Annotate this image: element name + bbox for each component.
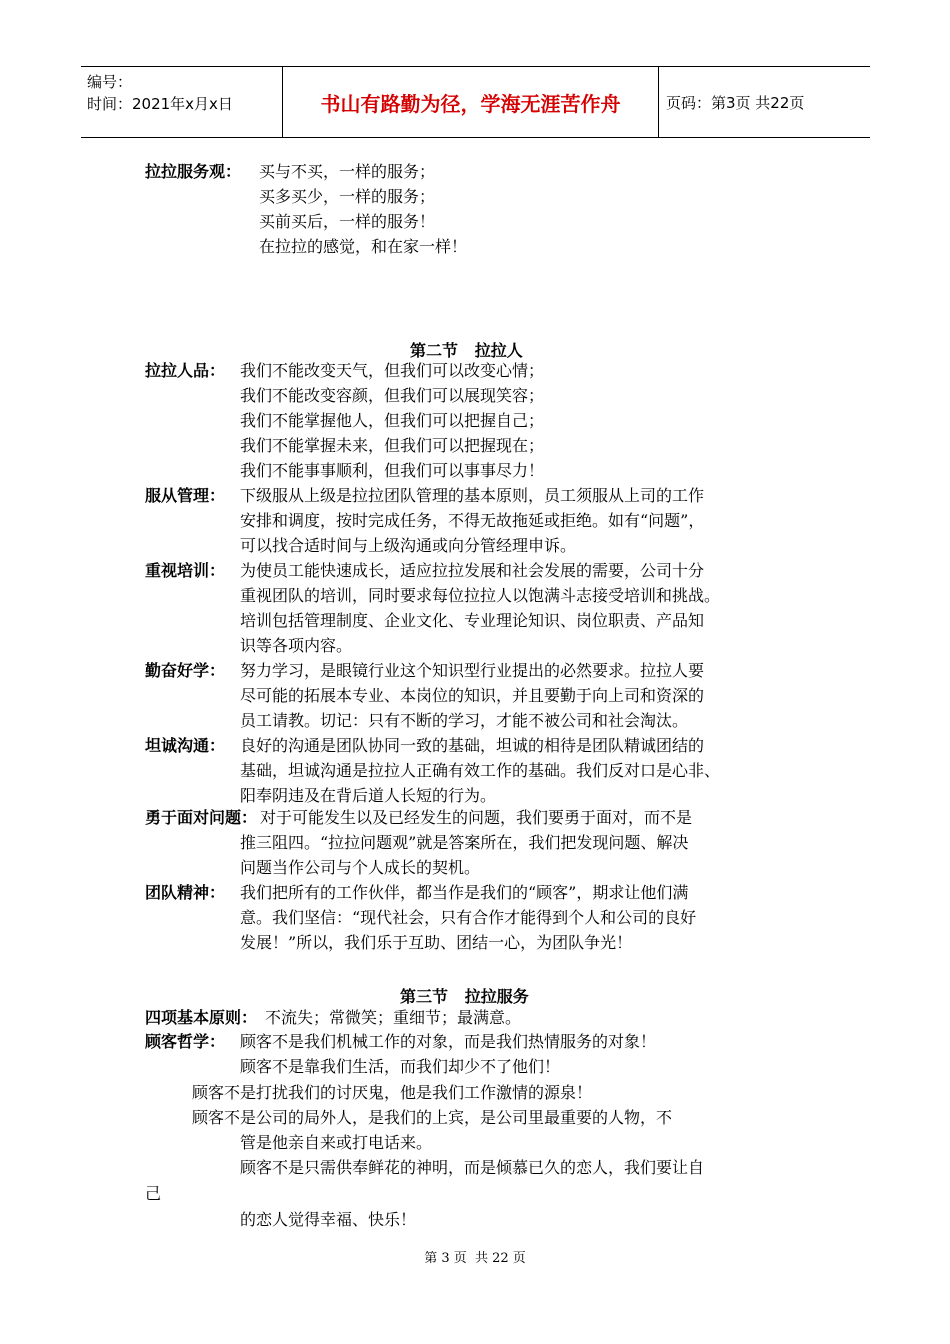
philosophy-line: 顾客不是我们机械工作的对象，而是我们热情服务的对象！	[240, 1032, 657, 1051]
problems-line: 推三阻四。“拉拉问题观”就是答案所在，我们把发现问题、解决	[240, 833, 689, 852]
training-line: 识等各项内容。	[240, 636, 353, 655]
training-line: 为使员工能快速成长，适应拉拉发展和社会发展的需要，公司十分	[240, 561, 705, 580]
obey-line: 安排和调度，按时完成任务，不得无故拖延或拒绝。如有“问题”，	[240, 511, 705, 530]
philosophy-label: 顾客哲学：	[145, 1032, 226, 1051]
principles-text: 不流失；常微笑；重细节；最满意。	[265, 1008, 522, 1027]
team-line: 我们把所有的工作伙伴，都当作是我们的“顾客”，期求让他们满	[240, 883, 689, 902]
character-line: 我们不能掌握未来，但我们可以把握现在；	[240, 436, 545, 455]
header-page-code: 页码：第3页 共22页	[666, 93, 805, 112]
communication-line: 基础，坦诚沟通是拉拉人正确有效工作的基础。我们反对口是心非、	[240, 761, 721, 780]
philosophy-line: 顾客不是公司的局外人，是我们的上宾，是公司里最重要的人物，不	[192, 1108, 673, 1127]
page-footer: 第 3 页 共 22 页	[424, 1251, 526, 1266]
section3-title: 第三节 拉拉服务	[400, 987, 529, 1006]
philosophy-line: 顾客不是靠我们生活，而我们却少不了他们！	[240, 1057, 561, 1076]
section2-title: 第二节 拉拉人	[410, 341, 523, 360]
principles-label: 四项基本原则：	[145, 1008, 258, 1027]
study-line: 员工请教。切记：只有不断的学习，才能不被公司和社会淘汰。	[240, 711, 689, 730]
problems-line: 问题当作公司与个人成长的契机。	[240, 858, 481, 877]
obey-line: 可以找合适时间与上级沟通或向分管经理申诉。	[240, 536, 577, 555]
training-label: 重视培训：	[145, 561, 226, 580]
communication-line: 良好的沟通是团队协同一致的基础，坦诚的相待是团队精诚团结的	[240, 736, 705, 755]
team-line: 意。我们坚信：“现代社会，只有合作才能得到个人和公司的良好	[240, 908, 697, 927]
philosophy-line: 己	[145, 1184, 162, 1203]
service-view-line: 买与不买，一样的服务；	[259, 162, 436, 181]
header-info-cell	[81, 67, 283, 137]
team-label: 团队精神：	[145, 883, 226, 902]
character-line: 我们不能改变天气，但我们可以改变心情；	[240, 361, 545, 380]
team-line: 发展！”所以，我们乐于互助、团结一心，为团队争光！	[240, 933, 633, 952]
service-view-line: 买多买少，一样的服务；	[259, 187, 436, 206]
page-header	[81, 66, 870, 138]
study-line: 努力学习，是眼镜行业这个知识型行业提出的必然要求。拉拉人要	[240, 661, 705, 680]
header-number: 编号：	[87, 73, 133, 91]
character-line: 我们不能掌握他人，但我们可以把握自己；	[240, 411, 545, 430]
obey-label: 服从管理：	[145, 486, 226, 505]
problems-line: 对于可能发生以及已经发生的问题，我们要勇于面对，而不是	[260, 808, 693, 827]
header-time: 时间：2021年x月x日	[87, 95, 233, 113]
philosophy-line: 顾客不是只需供奉鲜花的神明，而是倾慕已久的恋人，我们要让自	[240, 1158, 705, 1177]
training-line: 培训包括管理制度、企业文化、专业理论知识、岗位职责、产品知	[240, 611, 705, 630]
communication-line: 阳奉阴违及在背后道人长短的行为。	[240, 786, 497, 805]
training-line: 重视团队的培训，同时要求每位拉拉人以饱满斗志接受培训和挑战。	[240, 586, 721, 605]
character-line: 我们不能改变容颜，但我们可以展现笑容；	[240, 386, 545, 405]
problems-label: 勇于面对问题：	[145, 808, 258, 827]
philosophy-line: 的恋人觉得幸福、快乐！	[240, 1210, 417, 1229]
study-label: 勤奋好学：	[145, 661, 226, 680]
service-view-line: 买前买后，一样的服务！	[259, 212, 436, 231]
obey-line: 下级服从上级是拉拉团队管理的基本原则，员工须服从上司的工作	[240, 486, 705, 505]
study-line: 尽可能的拓展本专业、本岗位的知识，并且要勤于向上司和资深的	[240, 686, 705, 705]
philosophy-line: 顾客不是打扰我们的讨厌鬼，他是我们工作激情的源泉！	[192, 1083, 593, 1102]
service-view-label: 拉拉服务观：	[145, 162, 242, 181]
service-view-line: 在拉拉的感觉，和在家一样！	[259, 237, 468, 256]
communication-label: 坦诚沟通：	[145, 736, 226, 755]
character-label: 拉拉人品：	[145, 361, 226, 380]
philosophy-line: 管是他亲自来或打电话来。	[240, 1133, 433, 1152]
header-motto: 书山有路勤为径，学海无涯苦作舟	[283, 67, 659, 137]
character-line: 我们不能事事顺利，但我们可以事事尽力！	[240, 461, 545, 480]
